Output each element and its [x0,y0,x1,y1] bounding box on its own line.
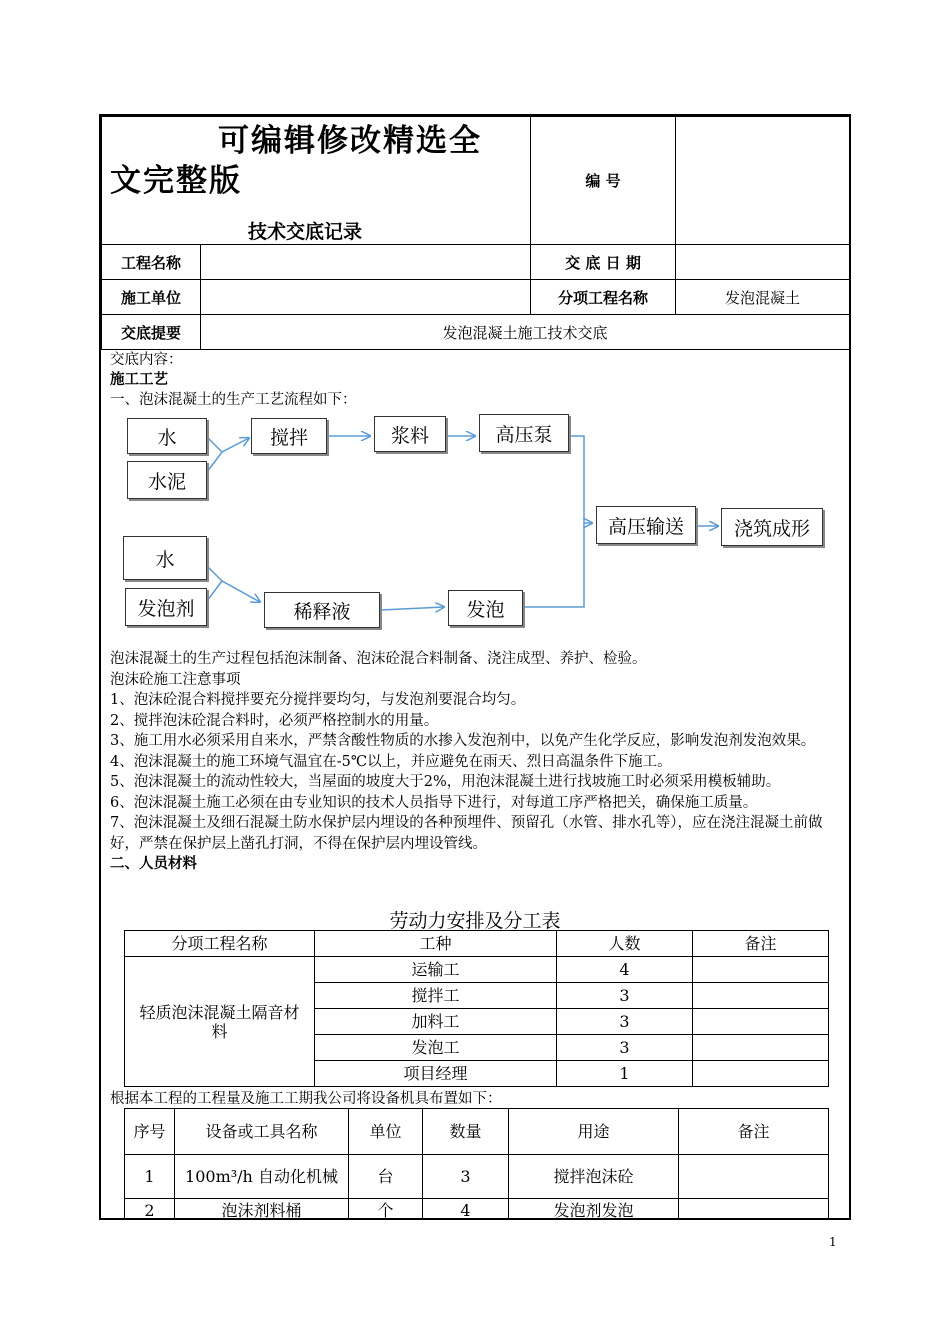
construction-unit-field[interactable] [201,280,531,315]
equipment-unit: 台 [349,1155,423,1199]
labor-header-project: 分项工程名称 [125,931,315,957]
disclosure-date-label: 交 底 日 期 [531,245,676,280]
equipment-no: 2 [125,1199,175,1221]
equipment-note [679,1155,829,1199]
flow-box-foam-agent: 发泡剂 [125,588,207,626]
equipment-header-note: 备注 [679,1109,829,1155]
labor-type: 发泡工 [315,1035,557,1061]
flow-box-water: 水 [127,418,207,454]
content-intro [110,350,844,410]
table-row [125,1109,829,1155]
equipment-name: 100m³/h 自动化机械 [175,1155,349,1199]
labor-header-note: 备注 [693,931,829,957]
production-paragraph: 泡沫混凝土的生产过程包括泡沫制备、泡沫砼混合料制备、浇注成型、养护、检验。 [110,651,647,667]
form-header-table [101,116,850,350]
labor-type: 加料工 [315,1009,557,1035]
labor-note [693,1009,829,1035]
flow-box-transport: 高压输送 [596,506,696,544]
intro-label: 交底内容： [110,352,183,368]
equipment-use: 搅拌泡沫砼 [509,1155,679,1199]
doc-subtitle: 技术交底记录 [248,221,363,243]
note-1: 1、泡沫砼混合料搅拌要充分搅拌要均匀，与发泡剂要混合均匀。 [110,692,526,708]
labor-note [693,1035,829,1061]
equipment-name: 泡沫剂料桶 [175,1199,349,1221]
note-6: 6、泡沫混凝土施工必须在由专业知识的技术人员指导下进行，对每道工序严格把关，确保施工质量。 [110,794,758,811]
note-7: 7、泡沫混凝土及细石混凝土防水保护层内埋设的各种预埋件、预留孔（水管、排水孔等），应在浇注混凝土前做好，严禁在保护层上凿孔打洞，不得在保护层内埋设管线。 [110,815,823,852]
labor-project-cell: 轻质泡沫混凝土隔音材料 [125,957,315,1087]
labor-type: 搅拌工 [315,983,557,1009]
section-staff-heading: 二、人员材料 [110,856,197,872]
process-description [110,649,844,875]
arrow-pump-to-transport [569,436,592,523]
equipment-header-unit: 单位 [349,1109,423,1155]
labor-note [693,983,829,1009]
labor-header-count: 人数 [557,931,693,957]
table-row [125,957,829,983]
number-label: 编 号 [531,117,676,245]
note-5: 5、泡沫混凝土的流动性较大，当屋面的坡度大于2%，用泡沫混凝土进行找坡施工时必须采用模板辅助。 [110,774,781,790]
table-row [125,1199,829,1221]
note-2: 2、搅拌泡沫砼混合料时，必须严格控制水的用量。 [110,712,439,729]
project-name-field[interactable] [201,245,531,280]
flow-box-pump: 高压泵 [479,414,569,452]
equipment-table [124,1108,829,1220]
labor-type: 运输工 [315,957,557,983]
construction-unit-label: 施工单位 [102,280,201,315]
equipment-header-no: 序号 [125,1109,175,1155]
labor-count: 3 [557,1035,693,1061]
arrow-water-to-mix [207,437,222,452]
arrow-foaming-to-transport [523,523,584,607]
sub-project-label: 分项工程名称 [531,280,676,315]
table-row [125,931,829,957]
project-name-label: 工程名称 [102,245,201,280]
flow-box-diluent: 稀释液 [264,592,380,628]
labor-count: 1 [557,1061,693,1087]
flow-box-foaming: 发泡 [448,590,523,626]
equipment-header-name: 设备或工具名称 [175,1109,349,1155]
labor-note [693,957,829,983]
labor-count: 3 [557,1009,693,1035]
notes-title: 泡沫砼施工注意事项 [110,671,241,688]
labor-header-type: 工种 [315,931,557,957]
flow-box-cement: 水泥 [127,461,207,499]
summary-field[interactable]: 发泡混凝土施工技术交底 [201,315,850,350]
equipment-use: 发泡剂发泡 [509,1199,679,1221]
equipment-qty: 4 [423,1199,509,1221]
arrow-water2-to-diluent [207,566,222,581]
equipment-note [679,1199,829,1221]
process-item-1: 一、泡沫混凝土的生产工艺流程如下： [110,392,357,408]
labor-note [693,1061,829,1087]
equipment-no: 1 [125,1155,175,1199]
labor-table [124,930,829,1087]
equipment-header-qty: 数量 [423,1109,509,1155]
section-process-heading: 施工工艺 [110,372,168,388]
flow-box-mix: 搅拌 [251,418,327,454]
title-cell [102,117,531,245]
labor-count: 4 [557,957,693,983]
disclosure-date-field[interactable] [676,245,850,280]
process-flow-chart [101,406,849,646]
labor-type: 项目经理 [315,1061,557,1087]
technical-disclosure-form [99,114,851,1220]
labor-table-title: 劳动力安排及分工表 [389,910,561,932]
equipment-qty: 3 [423,1155,509,1199]
equipment-unit: 个 [349,1199,423,1221]
arrow-diluent-to-foaming [380,607,444,610]
sub-project-field[interactable]: 发泡混凝土 [676,280,850,315]
equipment-note: 根据本工程的工程量及施工工期我公司将设备机具布置如下： [110,1091,502,1107]
equipment-header-use: 用途 [509,1109,679,1155]
arrow-agent-to-diluent [207,581,260,602]
flow-box-water-2: 水 [123,536,207,580]
page-number: 1 [829,1235,837,1249]
doc-title-line1: 可编辑修改精选全 [218,123,482,159]
summary-label: 交底提要 [102,315,201,350]
table-row [125,1155,829,1199]
flow-box-pouring: 浇筑成形 [721,508,823,546]
number-field[interactable] [676,117,850,245]
labor-count: 3 [557,983,693,1009]
note-4: 4、泡沫混凝土的施工环境气温宜在-5℃以上，并应避免在雨天、烈日高温条件下施工。 [110,753,672,770]
flow-box-slurry: 浆料 [374,416,446,452]
doc-title-line2: 文完整版 [110,163,242,199]
note-3: 3、施工用水必须采用自来水，严禁含酸性物质的水掺入发泡剂中，以免产生化学反应，影响发泡剂发泡效果。 [110,733,816,749]
